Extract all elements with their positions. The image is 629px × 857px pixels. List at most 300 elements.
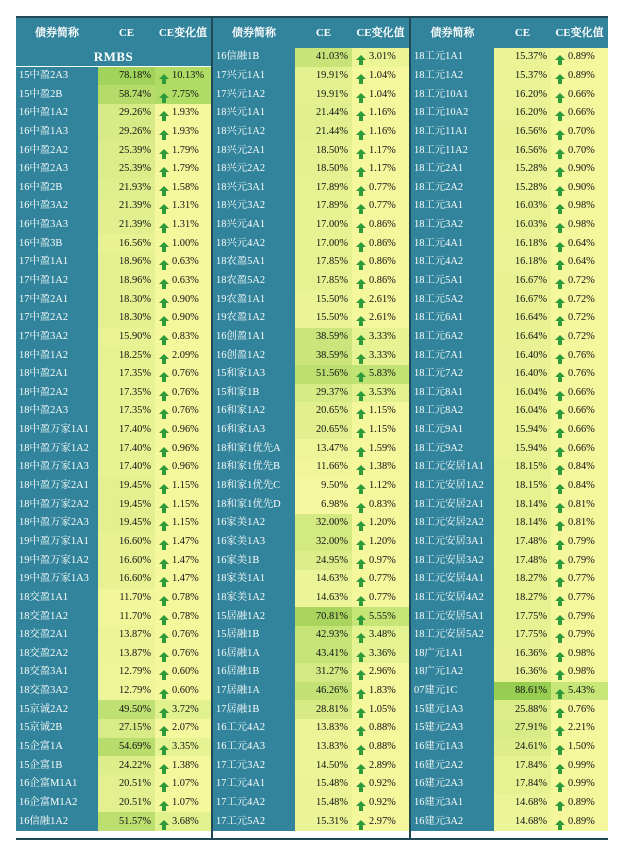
ce-value: 24.22% xyxy=(98,756,155,775)
ce-value: 38.59% xyxy=(295,346,352,365)
ce-change-cell xyxy=(155,458,211,477)
bond-name: 18中盈2A1 xyxy=(16,365,98,384)
ce-change-value: 1.17% xyxy=(369,144,396,156)
table-row xyxy=(213,160,409,179)
up-arrow-icon xyxy=(356,540,366,545)
table-row xyxy=(213,123,409,142)
table-row xyxy=(16,421,211,440)
ce-change-value: 0.89% xyxy=(568,796,595,808)
ce-value: 17.84% xyxy=(494,775,551,794)
table-row xyxy=(16,756,211,775)
ce-value: 17.35% xyxy=(98,365,155,384)
ce-change-cell xyxy=(155,439,211,458)
up-arrow-icon xyxy=(555,186,565,191)
ce-value: 16.18% xyxy=(494,253,551,272)
ce-change-cell xyxy=(551,48,608,67)
ce-change-cell xyxy=(551,178,608,197)
ce-change-value: 0.77% xyxy=(369,591,396,603)
up-arrow-icon xyxy=(159,260,169,265)
up-arrow-icon xyxy=(555,521,565,526)
table-row xyxy=(16,197,211,216)
ce-change-cell xyxy=(551,402,608,421)
ce-value: 15.48% xyxy=(295,794,352,813)
up-arrow-icon xyxy=(159,167,169,172)
ce-change-value: 0.88% xyxy=(369,741,396,753)
ce-change-value: 0.96% xyxy=(172,424,199,436)
table-row xyxy=(213,645,409,664)
ce-change-cell xyxy=(352,290,409,309)
up-arrow-icon xyxy=(159,521,169,526)
ce-change-value: 1.17% xyxy=(369,163,396,175)
up-arrow-icon xyxy=(159,354,169,359)
ce-change-value: 3.33% xyxy=(369,349,396,361)
ce-value: 17.35% xyxy=(98,384,155,403)
ce-change-cell xyxy=(551,160,608,179)
table-row xyxy=(16,495,211,514)
table-row xyxy=(16,626,211,645)
ce-change-value: 0.77% xyxy=(369,200,396,212)
ce-value: 12.79% xyxy=(98,682,155,701)
up-arrow-icon xyxy=(555,540,565,545)
ce-change-value: 0.78% xyxy=(172,610,199,622)
up-arrow-icon xyxy=(356,186,366,191)
ce-value: 16.20% xyxy=(494,104,551,123)
ce-change-cell xyxy=(551,104,608,123)
bond-name: 18工元1A2 xyxy=(411,67,494,86)
up-arrow-icon xyxy=(159,708,169,713)
ce-change-cell xyxy=(155,216,211,235)
up-arrow-icon xyxy=(356,130,366,135)
ce-change-cell xyxy=(551,384,608,403)
table-row xyxy=(213,551,409,570)
ce-change-cell xyxy=(352,794,409,813)
ce-change-value: 0.66% xyxy=(568,386,595,398)
bond-name: 16居融1B xyxy=(213,663,295,682)
ce-change-cell xyxy=(155,551,211,570)
ce-change-value: 1.59% xyxy=(369,442,396,454)
table-row xyxy=(16,794,211,813)
table-row xyxy=(213,775,409,794)
ce-change-cell xyxy=(155,141,211,160)
table-row xyxy=(16,160,211,179)
ce-change-value: 3.48% xyxy=(369,629,396,641)
ce-value: 17.00% xyxy=(295,234,352,253)
ce-change-cell xyxy=(352,607,409,626)
up-arrow-icon xyxy=(159,559,169,564)
table-row xyxy=(411,439,608,458)
bond-name: 18工元安居5A2 xyxy=(411,626,494,645)
ce-value: 25.88% xyxy=(494,700,551,719)
up-arrow-icon xyxy=(159,484,169,489)
ce-value: 17.85% xyxy=(295,272,352,291)
up-arrow-icon xyxy=(555,782,565,787)
up-arrow-icon xyxy=(356,279,366,284)
ce-change-cell xyxy=(551,551,608,570)
table-row xyxy=(16,551,211,570)
up-arrow-icon xyxy=(555,74,565,79)
ce-change-value: 1.12% xyxy=(369,480,396,492)
ce-change-value: 0.60% xyxy=(172,666,199,678)
ce-value: 58.74% xyxy=(98,85,155,104)
ce-value: 18.50% xyxy=(295,160,352,179)
up-arrow-icon xyxy=(555,204,565,209)
table-row xyxy=(411,533,608,552)
ce-change-value: 0.90% xyxy=(568,181,595,193)
table-row xyxy=(16,682,211,701)
ce-change-cell xyxy=(155,626,211,645)
table-row xyxy=(16,477,211,496)
ce-change-value: 7.75% xyxy=(172,88,199,100)
ce-change-cell xyxy=(352,812,409,831)
bond-name: 17中盈2A2 xyxy=(16,309,98,328)
ce-change-cell xyxy=(352,178,409,197)
bond-name: 18工元安居1A2 xyxy=(411,477,494,496)
table-row xyxy=(411,309,608,328)
up-arrow-icon xyxy=(555,801,565,806)
ce-value: 38.59% xyxy=(295,328,352,347)
up-arrow-icon xyxy=(555,615,565,620)
ce-change-cell xyxy=(155,365,211,384)
ce-change-cell xyxy=(352,253,409,272)
ce-change-value: 0.99% xyxy=(568,759,595,771)
table-row xyxy=(213,458,409,477)
bond-ce-table xyxy=(16,16,608,840)
ce-value: 20.65% xyxy=(295,402,352,421)
ce-change-value: 1.83% xyxy=(369,685,396,697)
ce-value: 16.64% xyxy=(494,328,551,347)
table-row xyxy=(411,234,608,253)
table-row xyxy=(411,272,608,291)
table-row xyxy=(16,104,211,123)
bond-name: 18交盈1A2 xyxy=(16,607,98,626)
table-row xyxy=(411,812,608,831)
ce-change-value: 5.83% xyxy=(369,368,396,380)
bond-name: 18工元安居1A1 xyxy=(411,458,494,477)
ce-change-value: 0.66% xyxy=(568,405,595,417)
ce-change-cell xyxy=(155,533,211,552)
up-arrow-icon xyxy=(159,596,169,601)
bond-name: 18工元8A2 xyxy=(411,402,494,421)
up-arrow-icon xyxy=(356,391,366,396)
up-arrow-icon xyxy=(159,279,169,284)
ce-change-cell xyxy=(352,719,409,738)
table-row xyxy=(411,104,608,123)
ce-change-value: 0.72% xyxy=(568,312,595,324)
ce-change-cell xyxy=(155,85,211,104)
ce-value: 13.87% xyxy=(98,626,155,645)
table-row xyxy=(16,458,211,477)
ce-change-cell xyxy=(352,234,409,253)
up-arrow-icon xyxy=(555,764,565,769)
section-row xyxy=(16,48,211,67)
bond-name: 15中盈2B xyxy=(16,85,98,104)
up-arrow-icon xyxy=(555,372,565,377)
ce-change-value: 0.96% xyxy=(172,442,199,454)
table-col-1 xyxy=(16,18,211,831)
ce-change-cell xyxy=(155,104,211,123)
ce-change-value: 1.20% xyxy=(369,517,396,529)
bond-name: 18工元7A2 xyxy=(411,365,494,384)
bond-name: 18农盈5A2 xyxy=(213,272,295,291)
header-ce: CE xyxy=(98,18,155,48)
table-row xyxy=(16,253,211,272)
up-arrow-icon xyxy=(356,745,366,750)
up-arrow-icon xyxy=(159,391,169,396)
ce-change-value: 2.09% xyxy=(172,349,199,361)
table-row xyxy=(411,626,608,645)
bond-name: 17居融1A xyxy=(213,682,295,701)
up-arrow-icon xyxy=(555,428,565,433)
ce-change-value: 1.79% xyxy=(172,163,199,175)
ce-value: 17.40% xyxy=(98,458,155,477)
ce-change-cell xyxy=(352,216,409,235)
ce-change-cell xyxy=(551,533,608,552)
ce-value: 17.75% xyxy=(494,607,551,626)
ce-change-cell xyxy=(551,328,608,347)
table-row xyxy=(213,48,409,67)
ce-value: 11.70% xyxy=(98,607,155,626)
ce-change-cell xyxy=(155,607,211,626)
ce-value: 15.90% xyxy=(98,328,155,347)
up-arrow-icon xyxy=(555,391,565,396)
ce-value: 14.63% xyxy=(295,570,352,589)
ce-value: 16.03% xyxy=(494,197,551,216)
bond-name: 19农盈1A1 xyxy=(213,290,295,309)
ce-value: 15.50% xyxy=(295,309,352,328)
ce-change-value: 2.96% xyxy=(369,666,396,678)
ce-change-cell xyxy=(352,384,409,403)
up-arrow-icon xyxy=(356,559,366,564)
ce-change-cell xyxy=(551,141,608,160)
ce-value: 11.70% xyxy=(98,589,155,608)
ce-value: 19.45% xyxy=(98,514,155,533)
ce-change-cell xyxy=(352,160,409,179)
ce-value: 46.26% xyxy=(295,682,352,701)
ce-change-cell xyxy=(352,328,409,347)
up-arrow-icon xyxy=(159,782,169,787)
up-arrow-icon xyxy=(356,93,366,98)
up-arrow-icon xyxy=(555,260,565,265)
up-arrow-icon xyxy=(356,521,366,526)
header-row xyxy=(411,18,608,48)
table-row xyxy=(16,570,211,589)
ce-value: 16.64% xyxy=(494,309,551,328)
table-row xyxy=(213,365,409,384)
up-arrow-icon xyxy=(159,465,169,470)
up-arrow-icon xyxy=(555,820,565,825)
ce-change-value: 0.77% xyxy=(568,591,595,603)
up-arrow-icon xyxy=(555,130,565,135)
table-row xyxy=(213,589,409,608)
bond-name: 16和家1A2 xyxy=(213,402,295,421)
bond-name: 15建元2A3 xyxy=(411,719,494,738)
ce-value: 9.50% xyxy=(295,477,352,496)
table-row xyxy=(411,67,608,86)
table-row xyxy=(411,645,608,664)
ce-change-cell xyxy=(155,67,211,86)
bond-name: 18工元安居2A2 xyxy=(411,514,494,533)
bond-name: 19中盈万家1A3 xyxy=(16,570,98,589)
table-row xyxy=(16,346,211,365)
ce-change-value: 0.83% xyxy=(369,498,396,510)
ce-change-value: 0.66% xyxy=(568,424,595,436)
ce-value: 15.50% xyxy=(295,290,352,309)
ce-change-value: 0.98% xyxy=(568,200,595,212)
ce-change-cell xyxy=(352,663,409,682)
ce-change-cell xyxy=(352,67,409,86)
up-arrow-icon xyxy=(159,316,169,321)
table-row xyxy=(213,290,409,309)
ce-value: 12.79% xyxy=(98,663,155,682)
up-arrow-icon xyxy=(356,633,366,638)
bond-name: 17居融1B xyxy=(213,700,295,719)
ce-change-cell xyxy=(551,123,608,142)
ce-change-value: 1.38% xyxy=(172,759,199,771)
ce-change-cell xyxy=(551,495,608,514)
ce-value: 17.40% xyxy=(98,421,155,440)
bond-name: 16中盈1A3 xyxy=(16,123,98,142)
table-row xyxy=(213,570,409,589)
up-arrow-icon xyxy=(356,428,366,433)
ce-change-value: 0.89% xyxy=(568,69,595,81)
up-arrow-icon xyxy=(555,447,565,452)
up-arrow-icon xyxy=(356,465,366,470)
up-arrow-icon xyxy=(159,447,169,452)
table-row xyxy=(411,514,608,533)
ce-change-value: 1.16% xyxy=(369,125,396,137)
table-row xyxy=(411,141,608,160)
header-row xyxy=(213,18,409,48)
table-row xyxy=(213,607,409,626)
bond-name: 18工元6A1 xyxy=(411,309,494,328)
table-row xyxy=(16,384,211,403)
ce-value: 20.65% xyxy=(295,421,352,440)
table-row xyxy=(213,67,409,86)
bond-name: 18中盈万家2A2 xyxy=(16,495,98,514)
ce-change-value: 0.72% xyxy=(568,275,595,286)
up-arrow-icon xyxy=(555,708,565,713)
table-row xyxy=(16,645,211,664)
ce-change-cell xyxy=(551,607,608,626)
ce-change-cell xyxy=(352,570,409,589)
ce-change-cell xyxy=(352,589,409,608)
ce-value: 18.14% xyxy=(494,514,551,533)
ce-change-value: 0.70% xyxy=(568,144,595,156)
ce-change-value: 1.16% xyxy=(369,107,396,119)
bond-name: 18工元安居5A1 xyxy=(411,607,494,626)
ce-value: 32.00% xyxy=(295,533,352,552)
ce-value: 18.14% xyxy=(494,495,551,514)
up-arrow-icon xyxy=(356,167,366,172)
table-row xyxy=(16,272,211,291)
bond-name: 15建元1A3 xyxy=(411,700,494,719)
bond-name: 18工元安居2A1 xyxy=(411,495,494,514)
ce-change-value: 0.84% xyxy=(568,480,595,492)
table-row xyxy=(411,607,608,626)
bond-name: 16建元3A2 xyxy=(411,812,494,831)
bond-name: 15京诚2B xyxy=(16,719,98,738)
ce-change-cell xyxy=(551,365,608,384)
ce-change-value: 1.47% xyxy=(172,535,199,547)
bond-name: 18兴元1A1 xyxy=(213,104,295,123)
ce-change-value: 0.98% xyxy=(568,666,595,678)
up-arrow-icon xyxy=(159,540,169,545)
bond-name: 16家美1A3 xyxy=(213,533,295,552)
ce-change-cell xyxy=(155,682,211,701)
table-row xyxy=(411,589,608,608)
bond-name: 16创盈1A1 xyxy=(213,328,295,347)
bond-name: 17兴元1A1 xyxy=(213,67,295,86)
ce-value: 18.27% xyxy=(494,589,551,608)
up-arrow-icon xyxy=(356,726,366,731)
bond-name: 17工元3A2 xyxy=(213,756,295,775)
up-arrow-icon xyxy=(555,484,565,489)
table-row xyxy=(213,141,409,160)
up-arrow-icon xyxy=(555,409,565,414)
header-ce: CE xyxy=(494,18,551,48)
bond-name: 19中盈万家1A1 xyxy=(16,533,98,552)
ce-change-cell xyxy=(352,738,409,757)
table-row xyxy=(411,663,608,682)
up-arrow-icon xyxy=(356,689,366,694)
bond-name: 15京诚2A2 xyxy=(16,700,98,719)
ce-change-cell xyxy=(352,458,409,477)
table-row xyxy=(16,589,211,608)
bond-name: 18交盈2A1 xyxy=(16,626,98,645)
bond-name: 18和家1优先D xyxy=(213,495,295,514)
ce-change-cell xyxy=(352,514,409,533)
ce-value: 17.84% xyxy=(494,756,551,775)
up-arrow-icon xyxy=(159,111,169,116)
ce-value: 15.37% xyxy=(494,67,551,86)
ce-value: 15.28% xyxy=(494,178,551,197)
up-arrow-icon xyxy=(356,260,366,265)
bond-name: 16中盈3A3 xyxy=(16,216,98,235)
table-row xyxy=(213,663,409,682)
ce-change-value: 1.15% xyxy=(172,517,199,529)
up-arrow-icon xyxy=(356,801,366,806)
table-row xyxy=(213,253,409,272)
ce-value: 20.51% xyxy=(98,775,155,794)
ce-change-value: 3.53% xyxy=(369,386,396,398)
up-arrow-icon xyxy=(356,820,366,825)
bond-name: 16企富M1A2 xyxy=(16,794,98,813)
bond-name: 18工元9A1 xyxy=(411,421,494,440)
bond-name: 18交盈3A1 xyxy=(16,663,98,682)
ce-change-cell xyxy=(155,253,211,272)
table-row xyxy=(16,123,211,142)
ce-value: 16.56% xyxy=(494,123,551,142)
ce-value: 24.61% xyxy=(494,738,551,757)
bond-name: 16家美1B xyxy=(213,551,295,570)
ce-value: 15.94% xyxy=(494,421,551,440)
ce-change-value: 0.70% xyxy=(568,125,595,137)
table-row xyxy=(411,178,608,197)
ce-change-cell xyxy=(551,514,608,533)
bond-name: 16居融1A xyxy=(213,645,295,664)
ce-change-cell xyxy=(352,533,409,552)
ce-value: 29.26% xyxy=(98,123,155,142)
table-row xyxy=(411,365,608,384)
ce-change-cell xyxy=(551,589,608,608)
ce-change-value: 3.33% xyxy=(369,330,396,342)
table-row xyxy=(213,812,409,831)
ce-value: 13.87% xyxy=(98,645,155,664)
up-arrow-icon xyxy=(159,335,169,340)
table-row xyxy=(16,85,211,104)
table-row xyxy=(411,216,608,235)
up-arrow-icon xyxy=(159,372,169,377)
